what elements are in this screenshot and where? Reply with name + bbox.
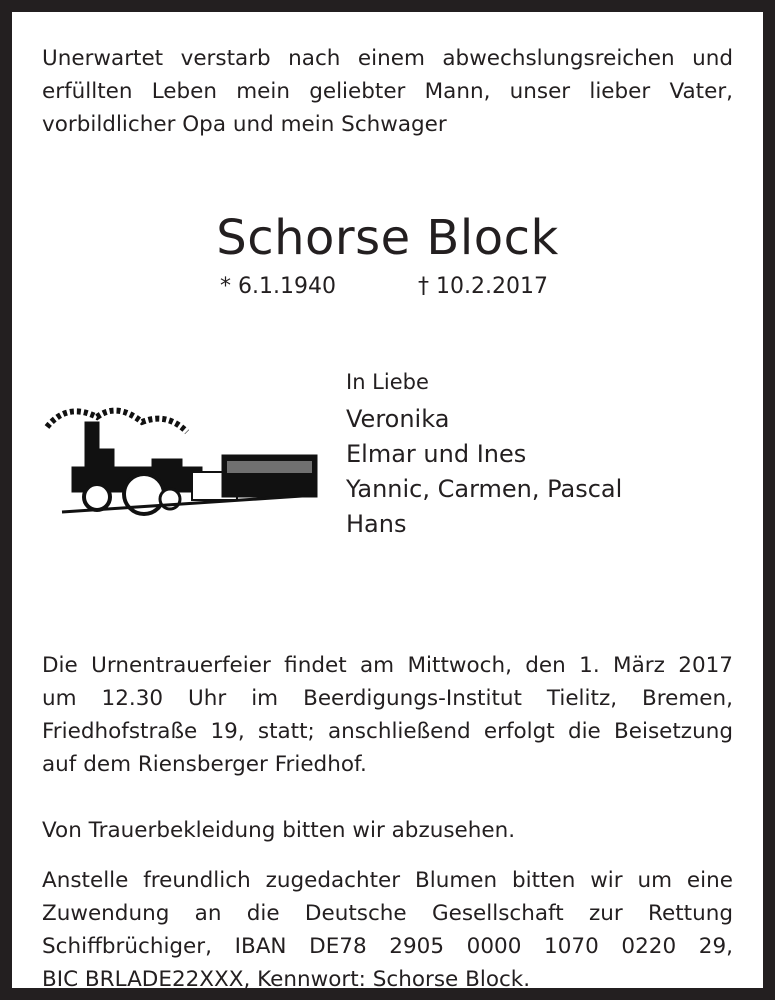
deceased-name: Schorse Block <box>216 210 559 266</box>
mourner: Hans <box>346 510 407 538</box>
in-liebe-label: In Liebe <box>346 370 429 394</box>
text-line: um 12.30 Uhr im Beerdigungs-Institut Tielitz, Bremen, <box>42 686 733 711</box>
text-line: auf dem Riensberger Friedhof. <box>42 752 367 777</box>
death-date: † 10.2.2017 <box>418 274 548 299</box>
text-line: Schiffbrüchiger, IBAN DE78 2905 0000 1070 0220 29, <box>42 934 733 959</box>
mourners-list <box>346 402 622 542</box>
text-line: Zuwendung an die Deutsche Gesellschaft zur Rettung <box>42 901 733 926</box>
clothing-paragraph <box>42 814 733 847</box>
steam-train-illustration <box>42 397 322 522</box>
text-line: Von Trauerbekleidung bitten wir abzusehen. <box>42 818 516 843</box>
text-line: Anstelle freundlich zugedachter Blumen bitten wir um eine <box>42 868 733 893</box>
ceremony-paragraph <box>42 649 733 781</box>
mourner: Veronika <box>346 405 450 433</box>
mourner: Yannic, Carmen, Pascal <box>346 475 623 503</box>
text-line: Die Urnentrauerfeier findet am Mittwoch, den 1. März 2017 <box>42 653 733 678</box>
text-line: Unerwartet verstarb nach einem abwechslungsreichen und <box>42 46 733 71</box>
mourner: Elmar und Ines <box>346 440 527 468</box>
intro-paragraph <box>42 42 733 141</box>
birth-date: * 6.1.1940 <box>220 274 336 299</box>
text-line: BIC BRLADE22XXX, Kennwort: Schorse Block. <box>42 967 531 992</box>
obituary-notice <box>12 12 763 992</box>
text-line: erfüllten Leben mein geliebter Mann, unser lieber Vater, <box>42 79 733 104</box>
text-line: Friedhofstraße 19, statt; anschließend erfolgt die Beisetzung <box>42 719 733 744</box>
donation-paragraph <box>42 864 733 996</box>
text-line: vorbildlicher Opa und mein Schwager <box>42 112 447 137</box>
